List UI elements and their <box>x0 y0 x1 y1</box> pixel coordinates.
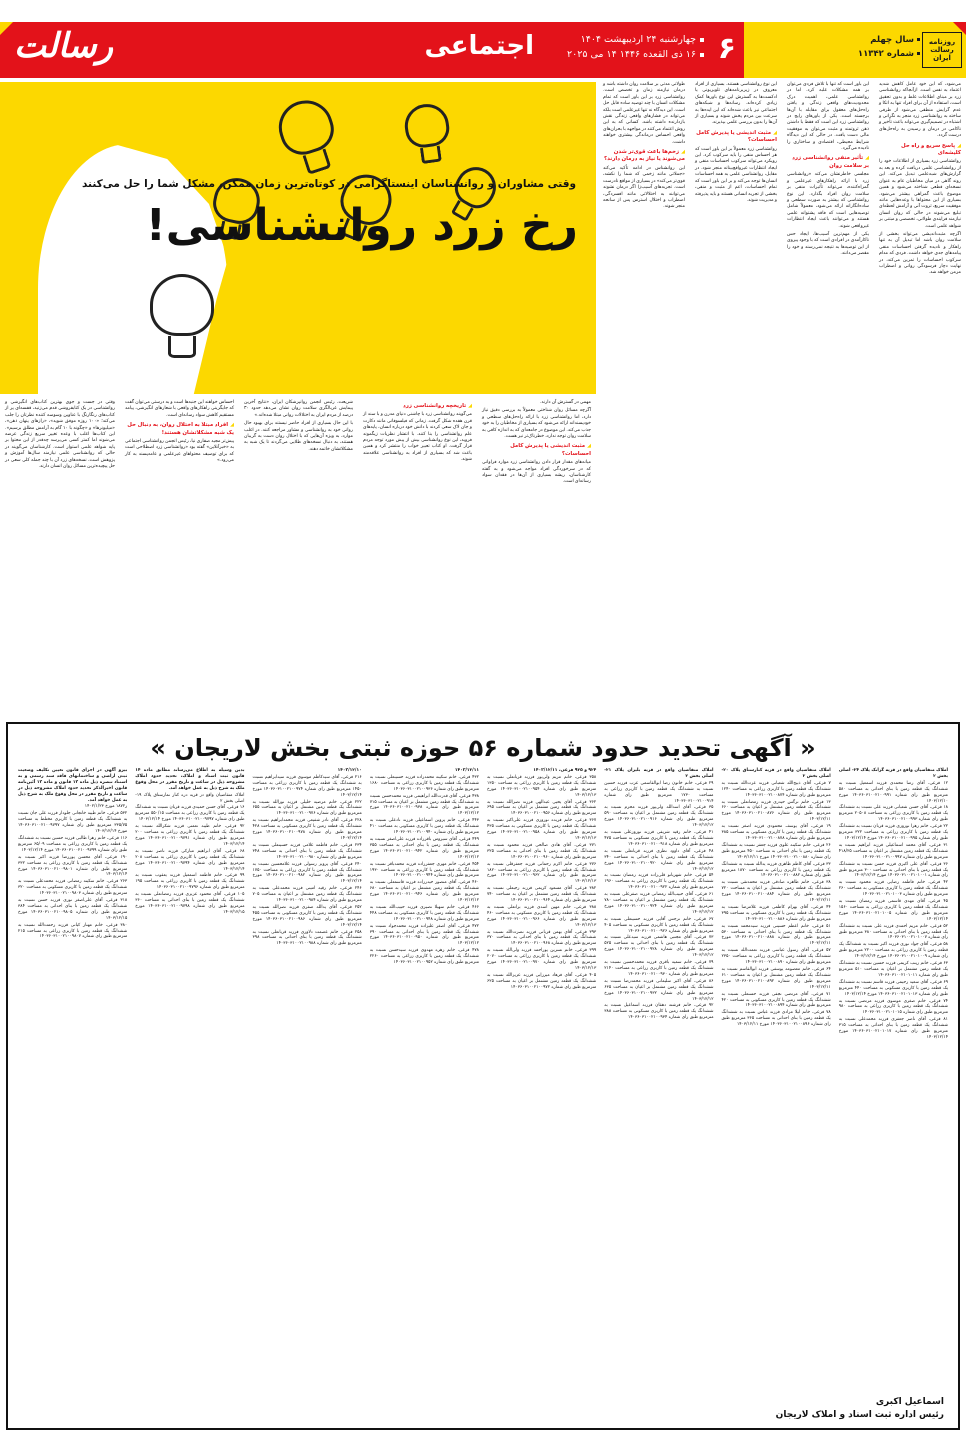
article-paragraph: آگرچه مسائل روان شناختی معمولاً به بررسی دقیق نیاز دارد، اما روانشناسی زرد با ارائه راه‌حل‌های سطحی و خودپسندانه ارائه می‌شود که بسیاری از مخاطبان را به خود جذب می‌کند. این موضوع در جامعه‌ای که به اندازه کافی به سلامت روان توجه ندارد، خطرناک‌تر نیز هست. <box>482 408 591 440</box>
bullet-icon <box>917 38 920 41</box>
article-paragraph: این باور است که تنها با تلاش فردی می‌توان بر همه مشکلات غلبه کرد. اما در روانشناسی علمی، اهمیت درک محدودیت‌های واقعی زندگی و یافتن راه‌حل‌های معقول برای مقابله با آن‌ها برجسته است. یکی از باورهای رایج در روانشناسی زرد این است که فقط با داشتن ذهن ثروتمند و مثبت می‌توان به موفقیت مالی دست یافت. در حالی که این دیدگاه شرایط محیطی، اقتصادی و ساختاری را نادیده می‌گیرد. <box>787 82 869 152</box>
notice-entry: ۲۹ فرعی، خانم خاتون رضا ابوالقاسمی عرب فرزند حسین نسبت به ششدانگ یک قطعه زمین با کاربری زراعی به مساحت ۱۷۳۰ مترمربع طبق رای شماره ۱۴۰۳۶۰۳۱۰۰۲۱۰۰۹۱۴ <box>604 780 714 804</box>
article-subhead: ◢ تأثیر منفی روانشناسی زرد بر سلامت روان <box>787 155 869 170</box>
notice-entry: ۲۳۴ فرعی، خانم فاطمه غلامی فرزند حسینعلی نسبت به ششدانگ یک قطعه زمین با بنای احداثی به مساحت ۳۴۸ مترمربع طبق رای شماره ۱۴۰۳۶۰۳۱۰۰۲۱۰۰۹۸۰ <box>252 842 362 860</box>
publisher-logo-text: روزنامه رسالت ایران <box>928 38 956 62</box>
article-paragraph: وقتی در جست و جوی بهترین کتاب‌های انگیزشی و روانشناسی در یک کتابفروشی قدم می‌زنید، قفسه‌ای پر از کتاب‌های رنگارنگ با عناوین وسوسه کننده نظرتان را جلب می‌کند؛ «۱۰۰ روزه موفق شوید»، «رازهای پنهان ذهن»، «میلیونرها» و «چگونه با ۱۰ گام به آرامش مطلق برسیم». این کتاب‌ها اغلب با وعده تغییر سریع زندگی عرضه می‌شوند اما کمتر کسی می‌پرسد چه‌قدر از این محتوا بر پایه شواهد علمی استوار است. کارشناسان می‌گویند در حالی که روانشناسی علمی نیازمند سال‌ها آموزش و پژوهش است، نسخه‌های زرد آن با چند جمله کلی سعی در حل پیچیده‌ترین مسائل روان انسان دارند. <box>5 400 115 470</box>
notice-column <box>483 768 600 1394</box>
page-number: ۶ <box>717 31 736 66</box>
notice-column <box>600 768 717 1394</box>
masthead-corner-yellow <box>0 22 13 35</box>
notice-entry: ۹۲ فرعی، خانم فرشته دهقان فرزند اسماعیل نسبت به ششدانگ یک قطعه زمین با کاربری مسکونی به مساحت ۳۸۸ مترمربع طبق رای شماره ۱۴۰۳۶۰۳۱۰۰۲۱۰۰۹۳۴ <box>604 1003 714 1021</box>
hero-kicker: وقتی مشاوران و روانشناسان اینستاگرامی در کوتاه‌ترین زمان ممکن، مشکل شما را حل می‌کنند <box>81 178 576 190</box>
article-paragraph: با این حال بسیاری از افراد حاضر نیستند برای بهبود حال روانی خود به روانشناسی و مشاور مراجعه کنند. در اغلب موارد، به ویژه آن‌هایی که با اختلال روان دست به گریبان هستند، به دنبال نسخه‌های طلایی می‌گردند تا یک شبه به مشکلاتشان خاتمه دهند. <box>244 421 353 452</box>
lightbulb-icon <box>150 274 214 360</box>
notice-entry: ۶۴ فرعی، خانم معصومه یوسفی فرزند ابوالقاسم نسبت به ششدانگ یک قطعه زمین مشتمل بر اعیان به مساحت ۶۱۰ مترمربع طبق رای شماره ۱۴۰۳۶۰۳۱۰۰۲۱۰۰۸۹۲ مورخ ۱۴۰۳/۱۲/۱۱ <box>721 967 831 990</box>
notice-entry: ۲۱۶ فرعی، آقای سیدکاظم موسوی فرزند سیدابراهیم نسبت به ششدانگ یک قطعه زمین با کاربری زراعی به مساحت ۱۴۵۰ مترمربع طبق رای شماره ۱۴۰۳۶۰۳۱۰۰۲۱۰۰۹۷۴ مورخ ۱۴۰۳/۱۲/۱۴ <box>252 774 362 798</box>
signature-title: رئیس اداره ثبت اسناد و املاک لاریجان <box>775 1410 944 1420</box>
notice-entry: ۳۳ فرعی، آقای کاظم طاهری فرزند یدالله نسبت به ششدانگ یک قطعه زمین با کاربری زراعی به مساحت ۱۸۷۰ مترمربع طبق رای شماره ۱۴۰۳۶۰۳۱۰۰۲۱۰۰۸۸۲ <box>721 861 831 879</box>
legal-notice-box <box>6 722 960 1430</box>
article-column <box>690 82 782 707</box>
article-column <box>477 400 596 707</box>
lightbulb-icon <box>402 101 454 167</box>
notice-entry: ۱۴۰۳/۱۲/۱۱ <box>454 768 479 773</box>
notice-entry: ۴۸ فرعی، آقای داوود نظری فرزند قربانعلی نسبت به ششدانگ یک قطعه زمین با بنای احداثی به مساحت ۳۴۰ مترمربع طبق رای شماره ۱۴۰۳۶۰۳۱۰۰۲۱۰۰۹۲۰ مورخ ۱۴۰۳/۱۲/۱۲ <box>604 848 714 872</box>
notice-entry: ۴۶۰ فرعی، آقای منصور حیدرزاده فرزند قاسمعلی نسبت به ششدانگ یک قطعه زمین مشتمل بر اعیان به مساحت ۶۸۰ مترمربع طبق رای شماره ۱۴۰۳۶۰۳۱۰۰۲۱۰۰۹۴۶ مورخ ۱۴۰۳/۱۲/۱۲ <box>369 880 479 904</box>
notice-entry: ۴۳۸ فرعی، آقای قدرت‌الله ابراهیمی فرزند محمدحسن نسبت به ششدانگ یک قطعه زمین مشتمل بر اعیان به مساحت ۷۱۵ مترمربع طبق رای شماره ۱۴۰۳۶۰۳۱۰۰۲۱۰۰۹۳۸ مورخ ۱۴۰۳/۱۲/۱۲ <box>369 793 479 817</box>
notice-entry: ۸۶ فرعی، آقای اکبر سلیمانی فرزند محمدرضا نسبت به ششدانگ یک قطعه زمین مشتمل بر اعیان به مساحت ۶۳۵ مترمربع طبق رای شماره ۱۴۰۳۶۰۳۱۰۰۲۱۰۰۹۳۲ مورخ ۱۴۰۳/۱۲/۱۲ <box>604 978 714 1002</box>
article-paragraph: مجلسی خاطرنشان می‌کند «روانشناسی زرد با ارائه راهکارهای غیرعلمی و گمراه‌کننده، می‌تواند تأثیرات منفی بر سلامت روان افراد بگذارد. این نوع روانشناسی که بیشتر به صورت سطحی و ساده‌انگارانه ارائه می‌شود، معمولاً شامل توصیه‌هایی است که فاقد پشتوانه علمی هستند و می‌توانند باعث ایجاد انتظارات غیرواقعی شوند. <box>787 172 869 229</box>
notice-entry: ۴۳۲ فرعی، خانم سکینه محمدزاده فرزند حسینعلی نسبت به ششدانگ یک قطعه زمین با کاربری زراعی به مساحت ۱۶۸۰ مترمربع طبق رای شماره ۱۴۰۳۶۰۳۱۰۰۲۱۰۰۹۳۶ <box>369 774 479 792</box>
notice-entry: ۳۱۸ فرعی، آقای علی‌اصغر نوری فرزند حسن نسبت به ششدانگ یک قطعه زمین با بنای احداثی به مساحت ۳۸۴ مترمربع طبق رای شماره ۱۴۰۳۶۰۳۱۰۰۲۱۰۰۹۸۰۵ مورخ ۱۴۰۳/۱۲/۱۵ <box>18 898 128 921</box>
notice-entry: ۲۲۲ فرعی، خانم مرضیه خلیلی فرزند نورالله نسبت به ششدانگ یک قطعه زمین مشتمل بر اعیان به مساحت ۶۵۵ مترمربع طبق رای شماره ۱۴۰۳۶۰۳۱۰۰۲۱۰۰۹۷۶ <box>252 799 362 817</box>
article-column <box>120 400 239 707</box>
notice-column <box>249 768 366 1394</box>
notice-entry: ۲۵۸ فرعی، خانم عصمت دلاوری فرزند قربانعلی نسبت به ششدانگ یک قطعه زمین با بنای احداثی به مساحت ۳۹۸ مترمربع طبق رای شماره ۱۴۰۳۶۰۳۱۰۰۲۱۰۰۹۸۸ <box>252 929 362 947</box>
notice-entry: ۱۲ فرعی، آقای رضا محمدی فرزند اسمعیل نسبت به ششدانگ یک قطعه زمین با بنای احداثی به مساحت ۵۸۰ مترمربع طبق رای شماره ۱۴۰۳۶۰۳۱۰۰۲۱۰۰۹۹۱ مورخ ۱۴۰۳/۱۲/۱۰ <box>838 780 948 804</box>
article-column <box>782 82 874 707</box>
notice-column <box>835 768 952 1394</box>
notice-entry: ۲۶ فرعی، خانم سکینه علوی فرزند جعفر نسبت به ششدانگ یک قطعه زمین با بنای احداثی به مساحت ۴۵۰ مترمربع طبق رای شماره ۱۴۰۳۶۰۳۱۰۰۲۱۰۰۸۸۰ مورخ ۱۴۰۳/۱۲/۱۱ <box>721 842 831 860</box>
notice-entry: ۹۹ فرعی، خانم فاطمه اسمعیل‌ فرزند یعقوب نسبت به ششدانگ یک قطعه زمین با کاربری زراعی به مساحت ۱۹۵ مترمربع طبق رای شماره ۱۴۰۳۶۰۳۱۰۰۲۱۰۰۹۷۹۶ <box>135 873 245 891</box>
notice-entry: ۴۴۳ فرعی، خانم پروین اسماعیلی فرزند نادعلی نسبت به ششدانگ یک قطعه زمین با کاربری مسکونی به مساحت ۴۱۰ مترمربع طبق رای شماره ۱۴۰۳۶۰۳۱۰۰۲۱۰۰۹۴۰ <box>369 818 479 836</box>
notice-entry: ۲۲ فرعی، خانم زهرا نوروزی فرزند قربان نسبت به ششدانگ یک قطعه زمین با کاربری زراعی به مساحت ۳۲۲ مترمربع طبق رای شماره ۱۴۰۳۶۰۳۱۰۰۲۱۰۰۹۹۵ مورخ ۱۴۰۳/۱۲/۱۴ <box>838 824 948 841</box>
masthead <box>0 22 966 78</box>
issue-label: شماره ۱۱۳۴۲ <box>857 49 914 59</box>
notice-entry: ۴۴ فرعی، آقای بهرام کاظمی فرزند غلامرضا نسبت به ششدانگ یک قطعه زمین با کاربری مسکونی به مساحت ۳۹۵ مترمربع طبق رای شماره ۱۴۰۳۶۰۳۱۰۰۲۱۰۰۸۸۶ <box>721 904 831 922</box>
notice-entry: ۴۵۴ فرعی، خانم مهری جعفرزاده فرزند محمدباقر نسبت به ششدانگ یک قطعه زمین با کاربری زراعی به مساحت ۱۹۳۰ مترمربع طبق رای شماره ۱۴۰۳۶۰۳۱۰۰۲۱۰۰۹۴۴ <box>369 861 479 879</box>
notice-entry: ۶۳ فرعی، خانم زینب کریمی فرزند حسین نسبت به ششدانگ یک قطعه زمین مشتمل بر اعیان به مساحت ۵۱۰ مترمربع طبق رای شماره ۱۴۰۳۶۰۳۱۰۰۲۱۰۱۰۱۱ <box>838 961 948 978</box>
article-paragraph: این روانشناس در ادامه تأکید می‌کند «جملاتی مانند زخمی که شما را نکشد، قوی‌تر می‌کند» در بسیاری از مواقع نادرست است. تجربه‌های آسیب‌زا اگر درمان نشوند می‌توانند به اختلالاتی مانند افسردگی، اضطراب و اختلال استرس پس از سانحه منجر شوند. <box>603 165 685 210</box>
article-paragraph: طولانی مدتی بر سلامت روان داشته باشد و درمان نیازمند زمان و تخصص است. روانشناسی زرد بر این باور است که تمام مشکلات انسان با چند توصیه ساده قابل حل است. این دیدگاه نه تنها غیرعلمی است بلکه می‌تواند در فشارهای واقعی زندگی نقش بازدارنده داشته باشد. کسانی که به این روش اعتماد می‌کنند در مواجهه با بحران‌های واقعی احساس درماندگی بیشتری خواهند داشت. <box>603 82 685 145</box>
notice-entry: ۷۹ فرعی، خانم سمیه باقری فرزند محمدحسین نسبت به ششدانگ یک قطعه زمین با کاربری زراعی به مساحت ۲۱۴۰ مترمربع طبق رای شماره ۱۴۰۳۶۰۳۱۰۰۲۱۰۰۹۳۰ <box>604 960 714 977</box>
article-subhead: ◢ زخم‌ها باعث قوی‌تر شدن می‌شوند یا نیاز به درمان دارند؟ <box>603 149 685 164</box>
article-column <box>239 400 358 707</box>
article-subhead: ◢ تاریخچه روانشناسی زرد <box>363 403 472 410</box>
notice-entry: ۷۳ فرعی، آقای مجتبی هاشمی فرزند سیدعلی نسبت به ششدانگ یک قطعه زمین با بنای احداثی به مساحت ۵۲۵ مترمربع طبق رای شماره ۱۴۰۳۶۰۳۱۰۰۲۱۰۰۹۲۸ مورخ ۱۴۰۳/۱۲/۱۲ <box>604 935 714 959</box>
article-paragraph: پیش‌تر مجید صفاری نیا، رئیس انجمن روانشناسی اجتماعی به «خبرآنلاین» گفته بود «روانشناسی زرد اصطلاحی است که برای توصیف محتواهای غیرعلمی و عامه‌پسند به کار می‌رود.» <box>125 439 234 464</box>
notice-entry: املاک متقاضیان واقع در قریه بلیران پلاک ۲۱- اصلی بخش ۲ <box>604 768 714 779</box>
notice-entry: ۷۱ فرعی، آقای مرتضی نجفی فرزند حسنعلی نسبت به ششدانگ یک قطعه زمین با کاربری مسکونی به مساحت ۴۲۰ مترمربع طبق رای شماره ۱۴۰۳۶۰۳۱۰۰۲۱۰۰۸۹۴ <box>721 991 831 1009</box>
notice-entry: ۵۸ فرعی، آقای جواد نوری فرزند اکبر نسبت به ششدانگ یک قطعه زمین با کاربری زراعی به مساحت ۲۲۰۰ مترمربع طبق رای شماره ۱۴۰۳۶۰۳۱۰۰۲۱۰۱۰۰۹ مورخ ۱۴۰۳/۱۲/۱۴ <box>838 942 948 960</box>
notice-entry: ۱۸ فرعی، آقای حسن شعبانی فرزند علی نسبت به ششدانگ یک قطعه زمین با کاربری زراعی به مساحت ۲۰۵۰۸ مترمربع طبق رای شماره ۱۴۰۳۶۰۳۱۰۰۲۱۰۰۹۹۳ <box>838 805 948 823</box>
article-paragraph: می‌شود، که این خود عامل کاهش شدید اعتماد به نفس است. ازآنجاکه روانشناسی زرد بر مبنای اطلاعات غلط و بدون تحقیق است، استفاده از آن برای افراد تنها به اتکا و عدم گرایش منطقی می‌شود از طرفی ساخته به روانشناسی زرد منجر به نگرانی و اشتباه در تصمیم‌گیری می‌تواند باعث تأخیر و ناکامی در درمان و رسیدن به راه‌حل‌های درست گردد. <box>879 82 961 139</box>
notice-entry: ر۱۸۷۲ مورخ ۱۴۰۲/۱/۲۳ <box>84 804 128 810</box>
notice-entry: ۳۸ فرعی، خانم طاهره صادقی فرزند محمدتقی نسبت به ششدانگ یک قطعه زمین مشتمل بر اعیان به مساحت ۷۲۰ مترمربع طبق رای شماره ۱۴۰۳۶۰۳۱۰۰۲۱۰۰۸۸۴ مورخ ۱۴۰۳/۱۲/۱۱ <box>721 880 831 904</box>
bullet-icon <box>700 38 704 42</box>
notice-title: « آگهی تحدید حدود شماره ۵۶ حوزه ثبتی بخش لاریجان » <box>150 734 816 762</box>
notice-entry: ۳۵۸ فرعی، خانم مریم ولی‌پور فرزند قربانعلی نسبت به ششدانگ یک قطعه زمین با کاربری زراعی به مساحت ۱۳۵۰ مترمربع طبق رای شماره ۱۴۰۳۶۰۳۱۰۰۲۱۰۰۹۵۴ مورخ ۱۴۰۳/۱۲/۱۳ <box>487 774 597 798</box>
article-paragraph: احساس خواهند این جنبه‌ها است و به درستی می‌توان گفت که جایگزینی راهکارهای واقعی با شعارهای انگیزشی، پیامد مستقیم کاهش سواد رسانه‌ای است. <box>125 400 234 418</box>
notice-entry: ۳۸۰ فرعی، خانم مهناز کیانی فرزند رحمت‌الله نسبت به ششدانگ یک قطعه زمین با کاربری زراعی به مساحت ۲۱۵ مترمربع طبق رای شماره ۱۴۰۳۶۰۳۱۰۰۲۱۰۰۹۸۰۷ <box>18 922 128 940</box>
notice-entry: بدین وسیله به اطلاع می‌رساند مطابق ماده ۱۴ قانون ثبت اسناد و املاک، تحدید حدود املاک مشروحه ذیل در ساعت و تاریخ مقرر در محل وقوع ملک به شرح ذیل به عمل خواهد آمد. <box>135 768 245 791</box>
notice-entry: ۴۴۹ فرعی، آقای سیروس باقرزاده فرزند علی‌اصغر نسبت به ششدانگ یک قطعه زمین با بنای احداثی به مساحت ۳۵۵ مترمربع طبق رای شماره ۱۴۰۳۶۰۳۱۰۰۲۱۰۰۹۴۲ مورخ ۱۴۰۳/۱۲/۱۲ <box>369 836 479 860</box>
notice-entry: ۳۶۲ فرعی، آقای یحیی عبدالهی فرزند نصرالله نسبت به ششدانگ یک قطعه زمین مشتمل بر اعیان به مساحت ۶۹۵ مترمربع طبق رای شماره ۱۴۰۳۶۰۳۱۰۰۲۱۰۰۹۵۶ <box>487 799 597 817</box>
date-lunar: ۱۶ ذی القعده ۱۴۴۶ ۱۴ می ۲۰۲۵ <box>567 49 696 60</box>
lightbulb-icon <box>272 93 346 180</box>
notice-entry: ۸۱ فرعی، آقای ناصر جعفری فرزند محمدعلی نسبت به ششدانگ یک قطعه زمین با بنای احداثی به مساحت ۳۱۵ مترمربع طبق رای شماره ۱۴۰۳۶۰۳۱۰۰۲۱۰۱۰۱۷ مورخ ۱۴۰۳/۱۲/۱۴ <box>838 1017 948 1040</box>
notice-entry: ۱۳ فرعی، خانم نرگس حیدری فرزند رمضانعلی نسبت به ششدانگ یک قطعه زمین مشتمل بر اعیان به مساحت ۶۶۰ مترمربع طبق رای شماره ۱۴۰۳۶۰۳۱۰۰۲۱۰۰۸۷۶ مورخ ۱۴۰۳/۱۲/۱۱ <box>721 799 831 823</box>
notice-entry: ۵۳۲ فرعی، خانم طیبه خانجانی جلودار فرزند علی جان نسبت به ششدانگ یک قطعه زمین با کاربری مختلط به مساحت ۳۳۵/۷۵ مترمربع طبق رای شماره ۱۴۰۳۶۰۳۱۰۰۲۱۰۰۹۷۹۷ مورخ ۱۴۰۳/۱۲/۱۴ <box>18 811 128 835</box>
notice-entry: ۳۹۹ فرعی، خانم نسرین پوراحمد فرزند ولی‌الله نسبت به ششدانگ یک قطعه زمین با کاربری زراعی به مساحت ۲۰۷۰ مترمربع طبق رای شماره ۱۴۰۳۶۰۳۱۰۰۲۱۰۰۹۷۰ مورخ ۱۴۰۳/۱۲/۱۳ <box>487 948 597 971</box>
notice-entry: ۳۱ فرعی، آقای محمد اسماعیلی فرزند ابراهیم نسبت به ششدانگ یک قطعه زمین مشتمل بر اعیان به مساحت ۴۱۸/۲۵ مترمربع طبق رای شماره ۱۴۰۳۶۰۳۱۰۰۲۱۰۰۹۹۷ <box>838 842 948 860</box>
notice-column <box>718 768 835 1394</box>
notice-entry: ۲۴۶ فرعی، خانم رقیه امینی فرزند محمدعلی نسبت به ششدانگ یک قطعه زمین مشتمل بر اعیان به مساحت ۷۰۵ مترمربع طبق رای شماره ۱۴۰۳۶۰۳۱۰۰۲۱۰۰۹۸۴ <box>252 886 362 904</box>
notice-entry: ۷۴ فرعی، خانم صغری موسوی فرزند مرتضی نسبت به ششدانگ یک قطعه زمین با کاربری زراعی به مساحت ۹۸۰ مترمربع طبق رای شماره ۱۴۰۳۶۰۳۱۰۰۲۱۰۱۰۱۵ <box>838 998 948 1016</box>
hero-banner <box>0 82 596 394</box>
notice-entry: ۵۲ فرعی، خانم مریم احمدی فرزند علی نسبت به ششدانگ یک قطعه زمین با بنای احداثی به مساحت ۳۸۰ مترمربع طبق رای شماره ۱۴۰۳۶۰۳۱۰۰۲۱۰۱۰۰۷ <box>838 923 948 941</box>
notice-entry: ۳۶ فرعی، آقای علی اکبری فرزند حسن نسبت به ششدانگ یک قطعه زمین با بنای احداثی به مساحت ۳۰۰ مترمربع طبق رای شماره ۱۴۰۳۶۰۳۱۰۰۲۱۰۱۰۰۱ مورخ ۱۴۰۳/۱۲/۱۴ <box>838 861 948 879</box>
notice-entry: ۴۱ فرعی، خانم رقیه شریفی فرزند نوروزعلی نسبت به ششدانگ یک قطعه زمین با کاربری مسکونی به مساحت ۴۷۵ مترمربع طبق رای شماره ۱۴۰۳۶۰۳۱۰۰۲۱۰۰۹۱۸ <box>604 830 714 847</box>
notice-entry: ۴۷۸ فرعی، خانم زهره مهدوی فرزند سیدحسن نسبت به ششدانگ یک قطعه زمین با کاربری زراعی به مساحت ۲۲۶۰ مترمربع طبق رای شماره ۱۴۰۳۶۰۳۱۰۰۲۱۰۰۹۵۲ <box>369 948 479 966</box>
notice-entry: ۴۷۲ فرعی، آقای اصغر علیزاده فرزند محمدجواد نسبت به ششدانگ یک قطعه زمین با بنای احداثی به مساحت ۳۹۰ مترمربع طبق رای شماره ۱۴۰۳۶۰۳۱۰۰۲۱۰۰۹۵۰ مورخ ۱۴۰۳/۱۲/۱۲ <box>369 923 479 947</box>
date-block <box>567 32 704 62</box>
article-column <box>874 82 966 707</box>
article-paragraph: میانه‌های مقدار قرار دادن روانشناسی زرد موارد فراوانی که در سرخوردگی افراد مواجه می‌شود و به گفته کارشناسان، ریشه بسیاری از آن‌ها در فقدان سواد رسانه‌ای است. <box>482 460 591 485</box>
article-subhead: ◢ پاسخ سریع و راه حل کلیشه‌ای <box>879 143 961 158</box>
notice-entry: ۷ فرعی، آقای ذبیح‌الله شعبانی فرزند عزت‌الله نسبت به ششدانگ یک قطعه زمین با کاربری زراعی به مساحت ۱۲۴۰ مترمربع طبق رای شماره ۱۴۰۳۶۰۳۱۰۰۲۱۰۰۸۷۴ <box>721 780 831 798</box>
notice-entry: ۱۶ فرعی، آقای حسن حمیدی فرزند قربان نسبت به ششدانگ یک قطعه زمین با کاربری زراعی به مساحت ۵۵۰/۱۵ مترمربع طبق رای شماره ۱۴۰۳۶۰۳۱۰۰۲۱۰۰۹۷۹۷ مورخ ۱۴۰۳/۱۲/۱۴ <box>135 805 245 823</box>
notice-column <box>366 768 483 1394</box>
article-area <box>0 82 966 707</box>
publisher-logo <box>922 32 962 68</box>
notice-entry: ۴۲ فرعی، خانم فاطمه رضایی فرزند محمود نسبت به ششدانگ یک قطعه زمین با کاربری مسکونی به مساحت ۲۶۰ مترمربع طبق رای شماره ۱۴۰۳۶۰۳۱۰۰۲۱۰۱۰۰۳ <box>838 880 948 898</box>
notice-entry: ۳۷۶ فرعی، خانم اکرم رحمانی فرزند جعفرقلی نسبت به ششدانگ یک قطعه زمین با کاربری زراعی به مساحت ۱۸۲۰ مترمربع طبق رای شماره ۱۴۰۳۶۰۳۱۰۰۲۱۰۰۹۶۲ مورخ ۱۴۰۳/۱۲/۱۳ <box>487 861 597 885</box>
notice-entry: بیرو آگهی در اجرای قانون تعیین تکلیف وضعیت ثبتی اراضی و ساختمانهای فاقد سند رسمی و به استناد تبصره ذیل ماده ۱۳ قانون و ماده ۱۳ آئین‌نامه قانون اخیرالذکر تحدید حدود املاک مشروحه ذیل در ساعت و تاریخ مقرر در محل وقوع ملک به شرح ذیل به عمل خواهد آمد. <box>18 768 128 803</box>
notice-entry: ۴۰۵ فرعی، آقای فرهاد میرزایی فرزند عزیزالله نسبت به ششدانگ یک قطعه زمین مشتمل بر اعیان به مساحت ۶۲۵ مترمربع طبق رای شماره ۱۴۰۳۶۰۳۱۰۰۲۱۰۰۹۷۲ <box>487 972 597 990</box>
notice-entry: ۲۴۰ فرعی، آقای پرویز رسولی فرزند غلامحسین نسبت به ششدانگ یک قطعه زمین با کاربری زراعی به مساحت ۱۷۵۰ مترمربع طبق رای شماره ۱۴۰۳۶۰۳۱۰۰۲۱۰۰۹۸۲ مورخ ۱۴۰۳/۱۲/۱۴ <box>252 861 362 885</box>
notice-entry: ۱۹ فرعی، آقای یوسف محمودی فرزند اصغر نسبت به ششدانگ یک قطعه زمین با کاربری مسکونی به مساحت ۳۸۵ مترمربع طبق رای شماره ۱۴۰۳۶۰۳۱۰۰۲۱۰۰۸۷۸ <box>721 824 831 841</box>
notice-entry: ۶۷ فرعی، خانم نرجس آقایی فرزند حسینعلی نسبت به ششدانگ یک قطعه زمین با کاربری مسکونی به مساحت ۴۰۵ مترمربع طبق رای شماره ۱۴۰۳۶۰۳۱۰۰۲۱۰۰۹۲۶ <box>604 916 714 934</box>
article-subhead: ◢ افراد مبتلا به اختلال روان، به دنبال حل یک شبه مشکلاتشان هستند! <box>125 422 234 437</box>
notice-entry: ۵۴ فرعی، خانم شهربانو قلی‌زاده فرزند رمضان نسبت به ششدانگ یک قطعه زمین با کاربری زراعی به مساحت ۱۹۶۰ مترمربع طبق رای شماره ۱۴۰۳۶۰۳۱۰۰۲۱۰۰۹۲۲ <box>604 873 714 891</box>
notice-entry: ۳۹۳ فرعی، آقای بهمن قربانی فرزند نصرت‌الله نسبت به ششدانگ یک قطعه زمین با بنای احداثی به مساحت ۳۷۰ مترمربع طبق رای شماره ۱۴۰۳۶۰۳۱۰۰۲۱۰۰۹۶۸ <box>487 929 597 947</box>
notice-entry: ۱۰۵ فرعی، آقای محمود عزیزی فرزند رمضانعلی نسبت به ششدانگ یک قطعه زمین با بنای احداثی به مساحت ۳۶۰ مترمربع طبق رای شماره ۱۴۰۳۶۰۳۱۰۰۲۱۰۰۹۷۹۸ مورخ ۱۴۰۳/۱۲/۱۵ <box>135 892 245 915</box>
article-paragraph: شریعت، رئیس انجمن روانپزشکان ایران، «نتایج آخرین پیمایش غربالگری سلامت روان نشان می‌دهد حدود ۳۰ درصد از مردم ایران به اختلالات روانی مبتلا شده‌اند.» <box>244 400 353 418</box>
article-subhead: ◢ مثبت اندیشی یا پذیرش کامل احساسات؟ <box>695 130 777 145</box>
notice-entry: ۴۵ فرعی، آقای مهدی قاسمی فرزند رمضان نسبت به ششدانگ یک قطعه زمین با کاربری زراعی به مساحت ۱۵۶۰ مترمربع طبق رای شماره ۱۴۰۳۶۰۳۱۰۰۲۱۰۱۰۰۵ مورخ ۱۴۰۳/۱۲/۱۴ <box>838 899 948 922</box>
notice-entry: ۳۷۱ فرعی، آقای هادی صالحی فرزند محمود نسبت به ششدانگ یک قطعه زمین با بنای احداثی به مساحت ۳۲۵ مترمربع طبق رای شماره ۱۴۰۳۶۰۳۱۰۰۲۱۰۰۹۶۰ <box>487 842 597 860</box>
notice-signature <box>776 1396 944 1422</box>
masthead-yellow-bar <box>744 22 966 78</box>
hero-headline: رخ زرد روانشناسی! <box>145 200 578 251</box>
article-paragraph: می‌گویند روانشناسی زرد با چاشنی دنیای مدرن و با سند از قرن هفده شکل گرفت. زمانی که فیلسوفانی مانند دکارت و جان لاک سعی کردند با دانش خود درباره انسان، پایه‌های علم روانشناسی را بنا کنند. با انتشار نظریات زیگموند فروید، این نوع روانشناسی بیش از پیش مورد توجه مردم قرار گرفت. او کتاب تعبیر خواب را منتشر کرد و همین باعث شد که بسیاری از افراد به روانشناسی علاقه‌مند شوند. <box>363 412 472 463</box>
notice-entry: املاک متقاضیان واقع در قریه دره کنار نمارستاق پلاک ۱۹- اصلی بخش ۲ <box>135 792 245 804</box>
bullet-icon <box>700 53 704 57</box>
notice-entry: ۹۲ فرعی، خانم طیبه نعمتی فرزند شکرالله نسبت به ششدانگ یک قطعه زمین با کاربری زراعی به مساحت ۲۰۰ مترمربع طبق رای شماره ۱۴۰۳۶۰۳۱۰۰۲۱۰۰۹۷۹۱ مورخ ۱۴۰۳/۱۲/۱۴ <box>135 824 245 847</box>
year-label: سال چهلم <box>870 35 914 45</box>
notice-entry: ۱۴۰۳/۱۲/۱۰ <box>337 768 362 773</box>
notice-entry: ۲۲۸ فرعی، آقای نادر شفیعی فرزند محمدابراهیم نسبت به ششدانگ یک قطعه زمین با کاربری مسکونی به مساحت ۴۲۸ مترمربع طبق رای شماره ۱۴۰۳۶۰۳۱۰۰۲۱۰۰۹۷۸ مورخ ۱۴۰۳/۱۲/۱۴ <box>252 818 362 841</box>
masthead-red-bar <box>0 22 744 78</box>
article-paragraph: روانشناسی زرد بسیاری از اطلاعات خود را از روانشناسی علمی دریافت کرده و بعد به گزارش‌های شبه‌علمی تبدیل می‌کند. این روند گاهی در میان مخاطبان عام به عنوان نسخه‌ای قطعی شناخته می‌شود و همین موضوع باعث گمراهی بیشتر می‌شود. بسیاری از این محتواها با وعده‌هایی مانند موفقیت سریع، ثروت آنی و آرامش لحظه‌ای تبلیغ می‌شوند در حالی که روان انسان نیازمند فرایندی طولانی، تخصصی و مبتنی بر شواهد علمی است. <box>879 159 961 229</box>
article-column <box>598 82 690 707</box>
notice-entry: ۲۶۳ فرعی، خانم سکینه رمضانی فرزند محمدعلی نسبت به ششدانگ یک قطعه زمین با کاربری مسکونی به مساحت ۳۲۰ مترمربع طبق رای شماره ۱۴۰۳۶۰۳۱۰۰۲۱۰۰۹۸۰۳ <box>18 879 128 897</box>
notice-entry: ۵۱ فرعی، خانم اعظم حسینی فرزند سیدمحمد نسبت به ششدانگ یک قطعه زمین با بنای احداثی به مساحت ۵۳۰ مترمربع طبق رای شماره ۱۴۰۳۶۰۳۱۰۰۲۱۰۰۸۸۸ مورخ ۱۴۰۳/۱۲/۱۱ <box>721 923 831 947</box>
article-paragraph: اگرچه مثبت‌اندیشی می‌تواند بخشی از سلامت روان باشد اما تبدیل آن به تنها راهکار و نادیده گرفتن احساسات منفی پیامدهای جدی خواهد داشت. فردی که مدام سرکوب احساسات را تمرین می‌کند، در نهایت دچار فرسودگی روانی و اضطراب مزمن خواهد شد. <box>879 231 961 276</box>
article-paragraph: روانشناسی زرد معمولاً بر این باور است که هر احساس منفی را باید سرکوب کرد. این رویکرد می‌تواند سرکوب احساسات منفی و ایجاد انتظارات غیرواقع‌بینانه منجر شود. در مقابل، روانشناسی علمی به همه احساسات انسان‌ها توجه می‌کند و بر این باور است که تمام احساسات، اعم از مثبت و منفی، بخشی از تجربه انسانی هستند و باید پذیرفته و مدیریت شوند. <box>695 146 777 203</box>
notice-entry: املاک متقاضیان واقع در قریه کنارستاق پلاک ۲۰- اصلی بخش ۲ <box>721 768 831 779</box>
article-columns-under-hero <box>0 400 596 707</box>
notice-column <box>131 768 248 1394</box>
notice-entry: ۳۸۸ فرعی، خانم مهین اسدی فرزند براتعلی نسبت به ششدانگ یک قطعه زمین با کاربری مسکونی به مساحت ۴۶۰ مترمربع طبق رای شماره ۱۴۰۳۶۰۳۱۰۰۲۱۰۰۹۶۶ مورخ ۱۴۰۳/۱۲/۱۳ <box>487 904 597 928</box>
signature-name: اسماعیل اکبری <box>875 1397 944 1407</box>
notice-entry: ۶۸ فرعی، آقای ابراهیم مبارکی فرزند ناصر نسبت به ششدانگ یک قطعه زمین با کاربری زراعی به مساحت ۲۰۸ مترمربع طبق رای شماره ۱۴۰۳۶۰۳۱۰۰۲۱۰۰۹۷۹۴ مورخ ۱۴۰۳/۱۲/۱۴ <box>135 848 245 872</box>
notice-entry: ۵۷ فرعی، آقای رسول عباسی فرزند نعمت‌الله نسبت به ششدانگ یک قطعه زمین با کاربری زراعی به مساحت ۲۳۵۰ مترمربع طبق رای شماره ۱۴۰۳۶۰۳۱۰۰۲۱۰۰۸۹۰ <box>721 948 831 966</box>
notice-entry: ۶۹ فرعی، آقای سعید رحیمی فرزند قاسم نسبت به ششدانگ یک قطعه زمین با کاربری مسکونی به مساحت ۴۴۰ مترمربع طبق رای شماره ۱۴۰۳۶۰۳۱۰۰۲۱۰۱۰۱۳ مورخ ۱۴۰۳/۱۲/۱۴ <box>838 979 948 997</box>
notice-entry: ۴۶۶ فرعی، خانم سهیلا نصیری فرزند حبیب‌الله نسبت به ششدانگ یک قطعه زمین با کاربری مسکونی به مساحت ۴۴۸ مترمربع طبق رای شماره ۱۴۰۳۶۰۳۱۰۰۲۱۰۰۹۴۸ <box>369 904 479 922</box>
article-subhead: ◢ مثبت اندیشی یا پذیرش کامل احساسات؟ <box>482 443 591 458</box>
notice-entry: ۳۶۷ فرعی، خانم فریده نوروزی فرزند علی‌اکبر نسبت به ششدانگ یک قطعه زمین با کاربری مسکونی به مساحت ۴۳۵ مترمربع طبق رای شماره ۱۴۰۳۶۰۳۱۰۰۲۱۰۰۹۵۸ مورخ ۱۴۰۳/۱۲/۱۳ <box>487 818 597 841</box>
notice-entry: ۱۱۶ فرعی، خانم زهرا طالبی فرزند حسین نسبت به ششدانگ یک قطعه زمین با کاربری زراعی به مساحت ۶۵/۰۹ مترمربع طبق رای شماره ۱۴۰۳۶۰۳۱۰۰۲۱۰۰۹۷۹۹ مورخ ۱۴۰۳/۱۲/۱۴ <box>18 835 128 853</box>
date-solar: چهارشنبه ۲۴ اردیبهشت ۱۴۰۴ <box>580 34 696 45</box>
paper-logo: رسالت <box>14 26 114 66</box>
article-columns-left <box>598 82 966 707</box>
article-paragraph: این نوع روانشناسی هستند. بسیاری از افراد معروف در زیربرنامه‌های تلویزیونی یا ادکست‌ها به گسترش این نوع باورها کمک زیادی کرده‌اند. رسانه‌ها و شبکه‌های اجتماعی نیز باعث شده‌اند که این ایده‌ها به سرعت بین مردم پخش شوند و بسیاری از آن‌ها را بدون بررسی علمی بپذیرند. <box>695 82 777 126</box>
notice-column <box>14 768 131 1394</box>
bullet-icon <box>917 52 920 55</box>
notice-entry: ۶۱ فرعی، آقای حبیب‌الله رمضانی فرزند صفرعلی نسبت به ششدانگ یک قطعه زمین مشتمل بر اعیان به مساحت ۷۸۰ مترمربع طبق رای شماره ۱۴۰۳۶۰۳۱۰۰۲۱۰۰۹۲۴ مورخ ۱۴۰۳/۱۲/۱۲ <box>604 892 714 915</box>
article-column <box>0 400 120 707</box>
notice-entry: ۱۹۰ فرعی، آقای محسن پوررضا فرزند اکبر نسبت به ششدانگ یک قطعه زمین با کاربری زراعی به مساحت ۳۳۲ مترمربع طبق رای شماره ۱۴۰۳۶۰۳۱۰۰۲۱۰۰۹۸۰۱ مورخ ۱۴۰۳/۱۲/۱۴ <box>18 854 128 878</box>
notice-entry: ۹۲۴ و ۹۲۵ فرعی، ۱۴۰۳/۱۲/۱۱ <box>533 768 597 773</box>
article-paragraph: مهمی در گسترش آن دارند. <box>539 400 591 405</box>
notice-entry: ۳۵ فرعی، آقای اسدالله ولی‌پور فرزند محرم نسبت به ششدانگ یک قطعه زمین مشتمل بر اعیان به مساحت ۵۹۰ مترمربع طبق رای شماره ۱۴۰۳۶۰۳۱۰۰۲۱۰۰۹۱۶ مورخ ۱۴۰۳/۱۲/۱۲ <box>604 805 714 829</box>
notice-entry: املاک متقاضیان واقع در قریه گزانک پلاک ۲۴- اصلی بخش ۲ <box>838 768 948 779</box>
notice-entry: ۲۵۲ فرعی، آقای یدالله صفری فرزند نصرالله نسبت به ششدانگ یک قطعه زمین با کاربری مسکونی به مساحت ۴۵۵ مترمربع طبق رای شماره ۱۴۰۳۶۰۳۱۰۰۲۱۰۰۹۸۶ مورخ ۱۴۰۳/۱۲/۱۴ <box>252 904 362 928</box>
article-paragraph: یکی از مهم‌ترین آسیب‌ها، ایجاد حس ناکارآمدی در افرادی است که با وجود پیروی از این توصیه‌ها به نتیجه نمی‌رسند و خود را مقصر می‌دانند. <box>787 231 869 257</box>
issue-meta <box>858 33 920 61</box>
section-title: اجتماعی <box>424 31 534 61</box>
article-column <box>358 400 477 707</box>
notice-columns <box>8 768 958 1400</box>
notice-entry: ۷۸ فرعی، خانم لیلا مرادی فرزند عباس نسبت به ششدانگ یک قطعه زمین با بنای احداثی به مساحت ۳۶۵ مترمربع طبق رای شماره ۱۴۰۳۶۰۳۱۰۰۲۱۰۰۸۹۶ مورخ ۱۴۰۳/۱۲/۱۱ <box>721 1010 831 1028</box>
notice-entry: ۳۸۲ فرعی، آقای مسعود کریمی فرزند رجبعلی نسبت به ششدانگ یک قطعه زمین مشتمل بر اعیان به مساحت ۷۴۰ مترمربع طبق رای شماره ۱۴۰۳۶۰۳۱۰۰۲۱۰۰۹۶۴ <box>487 886 597 904</box>
